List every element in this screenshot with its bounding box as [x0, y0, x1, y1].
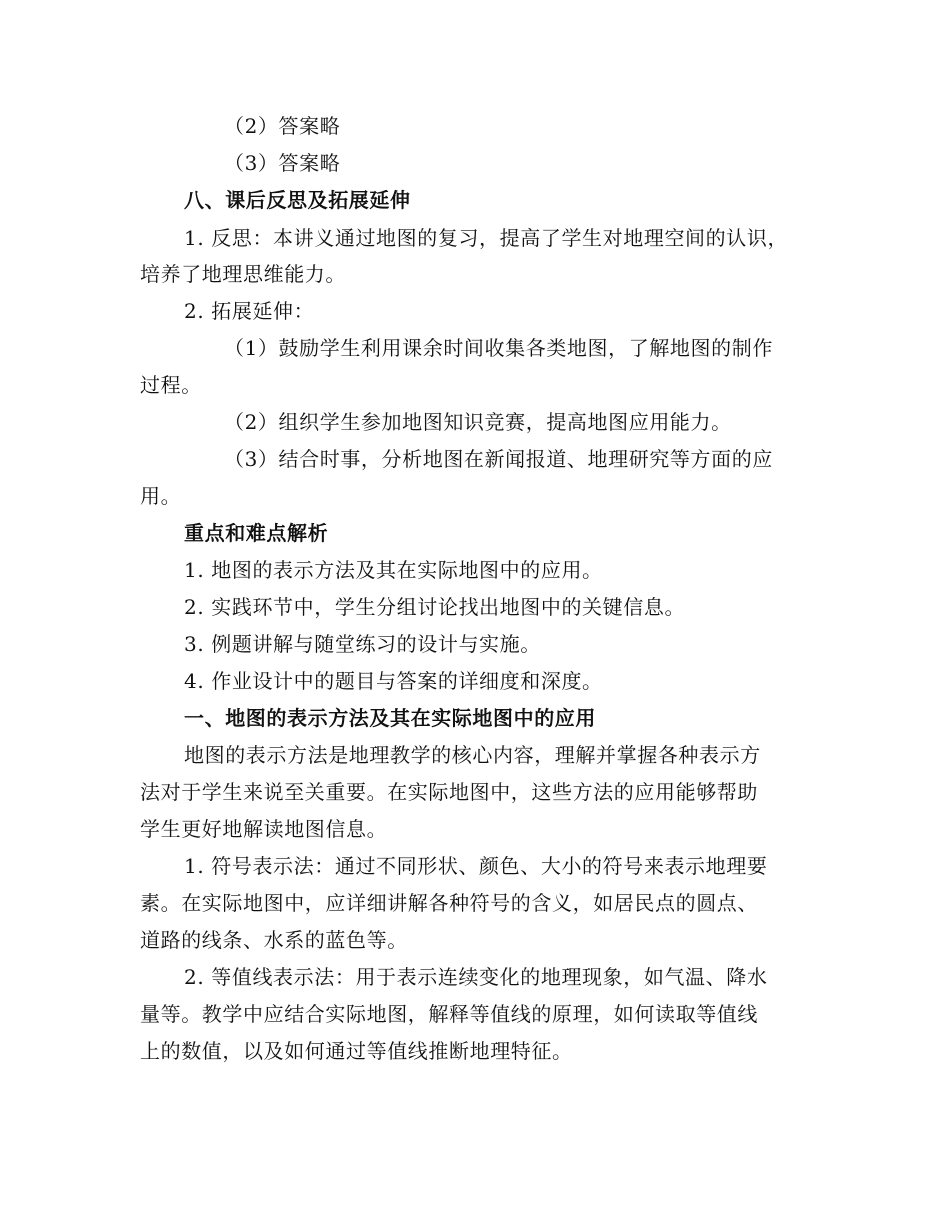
reflection-line-1: 1. 反思：本讲义通过地图的复习，提高了学生对地理空间的认识， — [184, 226, 789, 250]
extension-item-3-line-1: （3）结合时事，分析地图在新闻报道、地理研究等方面的应 — [224, 447, 773, 471]
extension-item-1-line-2: 过程。 — [140, 373, 202, 397]
isoline-method-line-1: 2. 等值线表示法：用于表示连续变化的地理现象，如气温、降水 — [184, 965, 768, 989]
isoline-method-line-3: 上的数值，以及如何通过等值线推断地理特征。 — [140, 1039, 573, 1063]
intro-paragraph-line-3: 学生更好地解读地图信息。 — [140, 817, 388, 841]
extension-heading: 2. 拓展延伸： — [184, 299, 315, 323]
symbol-method-line-3: 道路的线条、水系的蓝色等。 — [140, 928, 408, 952]
isoline-method-line-2: 量等。教学中应结合实际地图，解释等值线的原理，如何读取等值线 — [140, 1002, 758, 1026]
intro-paragraph-line-2: 法对于学生来说至关重要。在实际地图中，这些方法的应用能够帮助 — [140, 780, 758, 804]
section-8-heading: 八、课后反思及拓展延伸 — [184, 188, 411, 212]
intro-paragraph-line-1: 地图的表示方法是地理教学的核心内容，理解并掌握各种表示方 — [184, 743, 761, 767]
symbol-method-line-2: 素。在实际地图中，应详细讲解各种符号的含义，如居民点的圆点、 — [140, 891, 758, 915]
extension-item-2: （2）组织学生参加地图知识竞赛，提高地图应用能力。 — [224, 410, 732, 434]
key-point-3: 3. 例题讲解与随堂练习的设计与实施。 — [184, 632, 541, 656]
reflection-line-2: 培养了地理思维能力。 — [140, 262, 346, 286]
key-point-1: 1. 地图的表示方法及其在实际地图中的应用。 — [184, 558, 603, 582]
extension-item-3-line-2: 用。 — [140, 484, 182, 508]
symbol-method-line-1: 1. 符号表示法：通过不同形状、颜色、大小的符号来表示地理要 — [184, 854, 768, 878]
section-1-heading: 一、地图的表示方法及其在实际地图中的应用 — [184, 706, 596, 730]
extension-item-1-line-1: （1）鼓励学生利用课余时间收集各类地图，了解地图的制作 — [224, 336, 773, 360]
key-point-4: 4. 作业设计中的题目与答案的详细度和深度。 — [184, 669, 603, 693]
key-point-2: 2. 实践环节中，学生分组讨论找出地图中的关键信息。 — [184, 595, 686, 619]
answer-2-line: （2）答案略 — [224, 114, 341, 138]
key-points-heading: 重点和难点解析 — [184, 521, 329, 545]
answer-3-line: （3）答案略 — [224, 151, 341, 175]
